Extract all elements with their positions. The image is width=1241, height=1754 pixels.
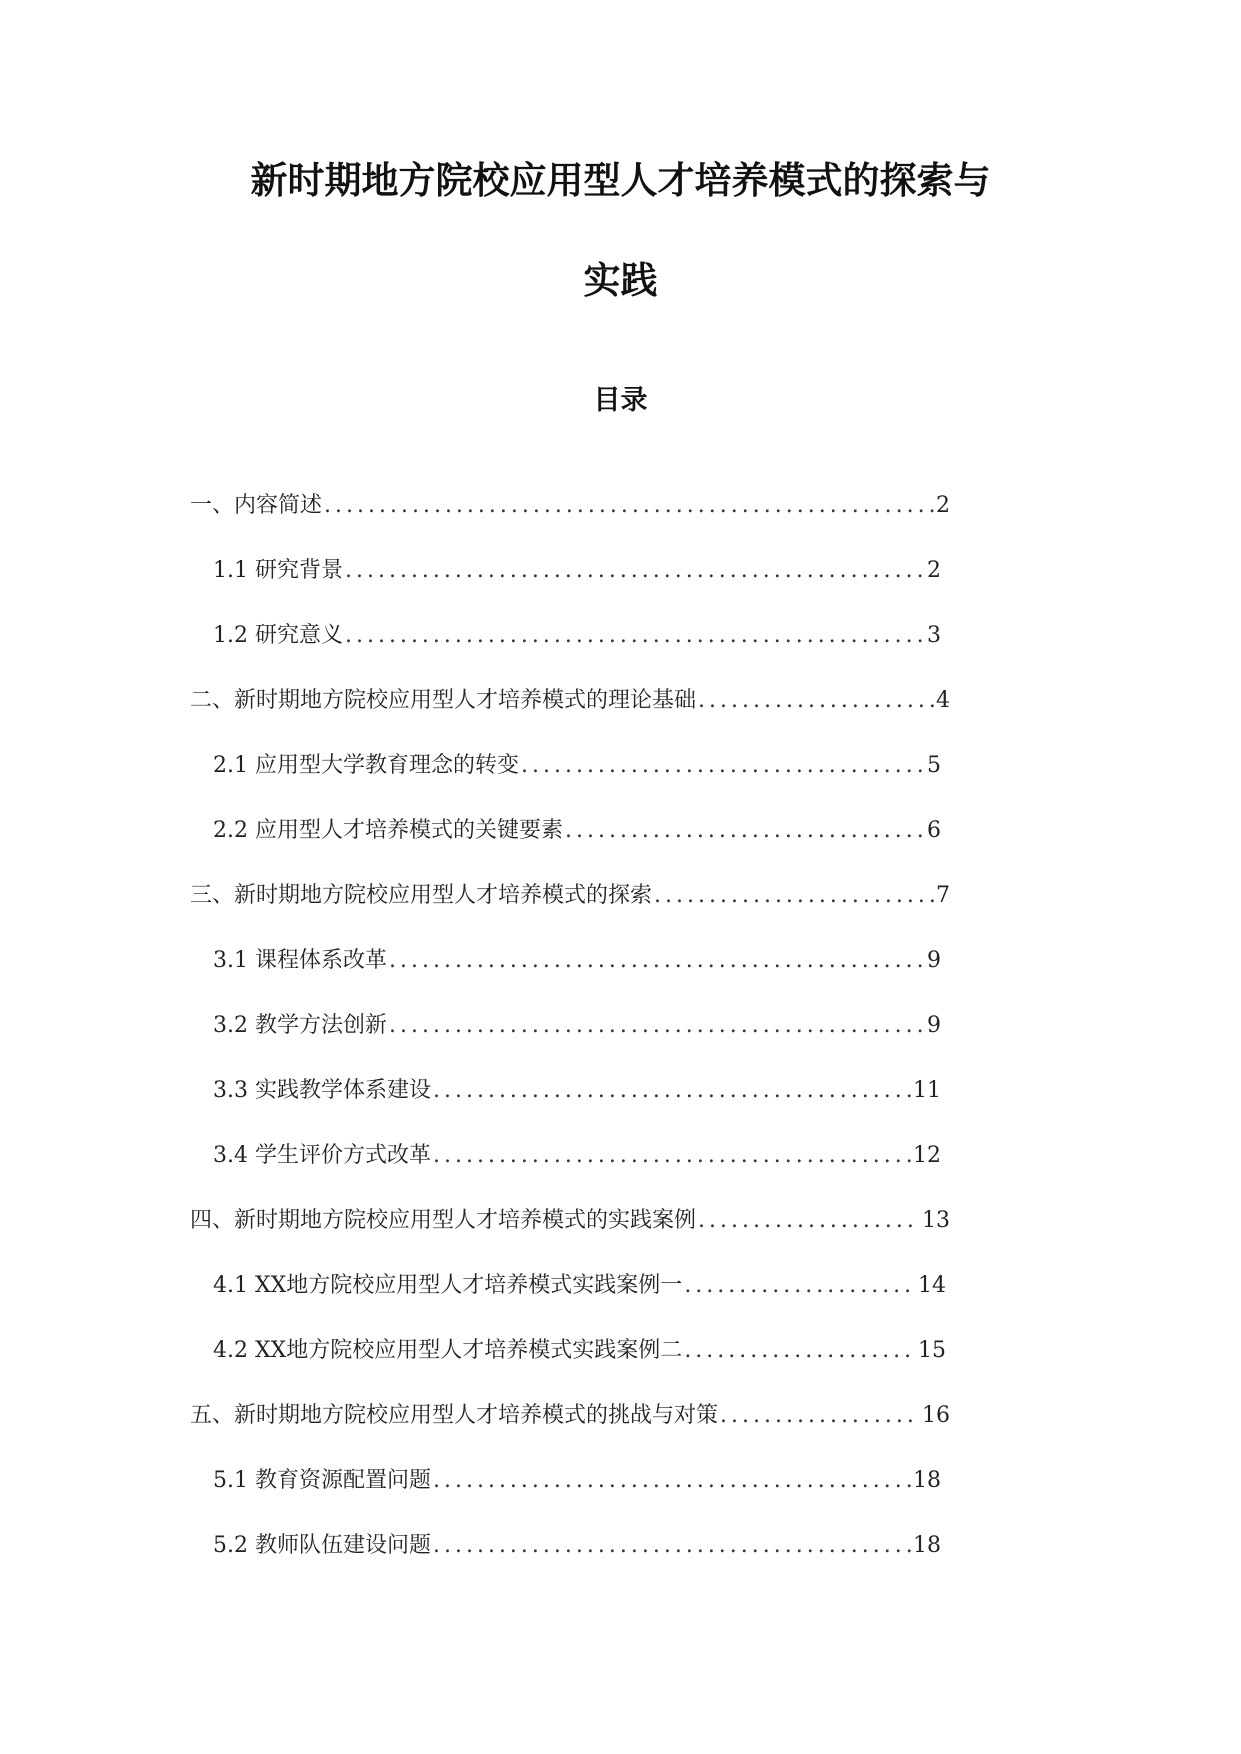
toc-entry-label: 四、新时期地方院校应用型人才培养模式的实践案例: [190, 1208, 697, 1233]
toc-entry-label: 1.2 研究意义: [213, 623, 343, 648]
dot-leader: [682, 1273, 916, 1298]
toc-entry[interactable]: [213, 1528, 941, 1558]
toc-entry-label: 2.2 应用型人才培养模式的关键要素: [213, 818, 563, 843]
toc-entry-page: 11: [913, 1078, 941, 1103]
dot-leader: [387, 948, 925, 973]
toc-entry-page: 5: [927, 753, 941, 778]
toc-entry[interactable]: [213, 1333, 946, 1363]
dot-leader: [387, 1013, 925, 1038]
toc-entry[interactable]: [213, 1073, 941, 1103]
dot-leader: [696, 1208, 920, 1233]
dot-leader: [343, 623, 925, 648]
toc-entry-label: 1.1 研究背景: [213, 558, 343, 583]
toc-entry-page: 18: [913, 1468, 941, 1493]
toc-entry-page: 2: [927, 558, 941, 583]
dot-leader: [652, 883, 934, 908]
toc-entry-label: 二、新时期地方院校应用型人才培养模式的理论基础: [190, 688, 697, 713]
toc-entry-label: 五、新时期地方院校应用型人才培养模式的挑战与对策: [190, 1403, 719, 1428]
toc-entry-label: 3.3 实践教学体系建设: [213, 1078, 431, 1103]
toc-entry[interactable]: [213, 813, 941, 843]
toc-entry[interactable]: [190, 1203, 950, 1233]
toc-entry-label: 4.1 XX地方院校应用型人才培养模式实践案例一: [213, 1273, 683, 1298]
dot-leader: [322, 493, 934, 518]
toc-entry-page: 9: [927, 948, 941, 973]
toc-entry[interactable]: [190, 488, 950, 518]
dot-leader: [431, 1078, 911, 1103]
toc-entry-page: 12: [913, 1143, 941, 1168]
toc-entry-page: 14: [918, 1273, 946, 1298]
dot-leader: [696, 688, 934, 713]
toc-entry-label: 2.1 应用型大学教育理念的转变: [213, 753, 519, 778]
toc-entry[interactable]: [213, 618, 941, 648]
toc-entry[interactable]: [190, 683, 950, 713]
toc-entry[interactable]: [213, 943, 941, 973]
toc-entry-label: 三、新时期地方院校应用型人才培养模式的探索: [190, 883, 653, 908]
toc-entry[interactable]: [213, 553, 941, 583]
toc-entry[interactable]: [213, 1008, 941, 1038]
toc-entry-label: 5.1 教育资源配置问题: [213, 1468, 431, 1493]
toc-entry[interactable]: [190, 878, 950, 908]
dot-leader: [431, 1533, 911, 1558]
toc-entry-page: 6: [927, 818, 941, 843]
toc-entry-label: 一、内容简述: [190, 493, 323, 518]
dot-leader: [519, 753, 925, 778]
toc-entry-page: 7: [936, 883, 950, 908]
toc-entry[interactable]: [213, 1138, 941, 1168]
toc-heading: 目录: [593, 385, 648, 416]
toc-entry-page: 4: [936, 688, 950, 713]
toc-entry[interactable]: [190, 1398, 950, 1428]
toc-entry-label: 3.4 学生评价方式改革: [213, 1143, 431, 1168]
dot-leader: [682, 1338, 916, 1363]
dot-leader: [343, 558, 925, 583]
toc-entry[interactable]: [213, 748, 941, 778]
toc-entry-page: 16: [922, 1403, 950, 1428]
toc-entry-page: 3: [927, 623, 941, 648]
toc-entry[interactable]: [213, 1463, 941, 1493]
dot-leader: [718, 1403, 920, 1428]
document-title-line-1: 新时期地方院校应用型人才培养模式的探索与: [250, 158, 991, 202]
toc-entry-label: 3.2 教学方法创新: [213, 1013, 387, 1038]
toc-entry-page: 18: [913, 1533, 941, 1558]
toc-entry-page: 13: [922, 1208, 950, 1233]
toc-entry-page: 9: [927, 1013, 941, 1038]
toc-entry-label: 3.1 课程体系改革: [213, 948, 387, 973]
dot-leader: [563, 818, 925, 843]
toc-entry[interactable]: [213, 1268, 946, 1298]
dot-leader: [431, 1143, 911, 1168]
toc-entry-page: 15: [918, 1338, 946, 1363]
toc-entry-label: 5.2 教师队伍建设问题: [213, 1533, 431, 1558]
dot-leader: [431, 1468, 911, 1493]
toc-entry-label: 4.2 XX地方院校应用型人才培养模式实践案例二: [213, 1338, 683, 1363]
document-title-line-2: 实践: [583, 258, 658, 302]
toc-entry-page: 2: [936, 493, 950, 518]
